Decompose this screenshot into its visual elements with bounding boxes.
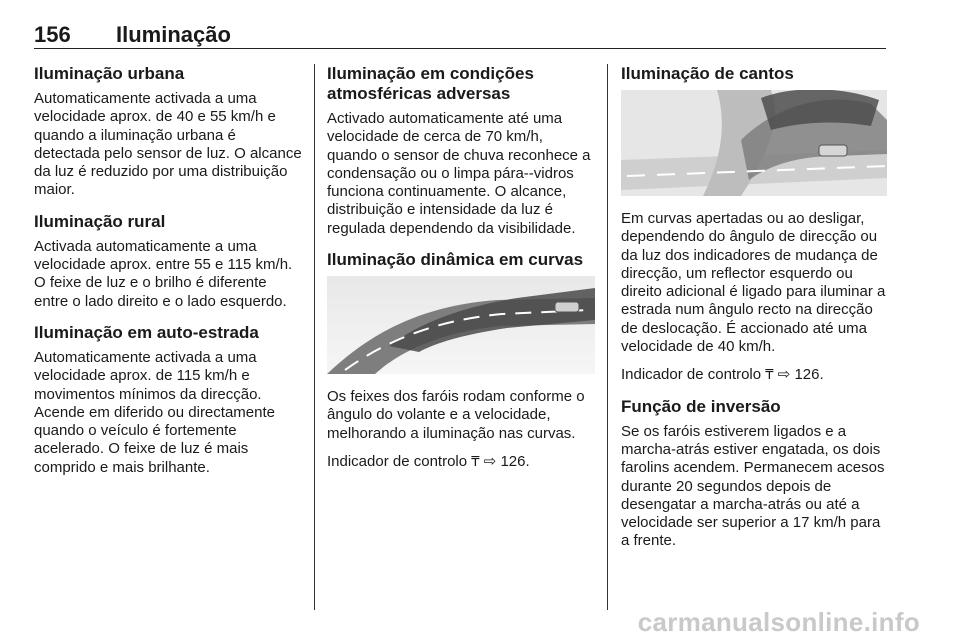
section-dynamic-curve-lighting [327,250,597,471]
section-rural-lighting [34,212,302,311]
column-divider [314,64,315,610]
page-number: 156 [34,22,71,47]
section-heading: Iluminação de cantos [621,64,794,83]
section-adverse-weather-lighting [327,64,597,238]
section-body: Os feixes dos faróis rodam conforme o ângulo do volante e a velocidade, melhorando a iluminação nas curvas. [327,388,585,442]
column-divider [607,64,608,610]
control-indicator-reference [327,453,597,471]
section-heading: Função de inversão [621,396,781,416]
section-motorway-lighting [34,323,302,477]
watermark: carmanualsonline.info [637,607,920,637]
column-right [621,64,891,563]
reference-label: Indicador de controlo [327,452,468,470]
page-title: Iluminação [116,22,231,47]
page-reference-arrow-icon: ⇨ [483,452,497,470]
section-body: Automaticamente activada a uma velocidade aprox. de 40 e 55 km/h e quando a iluminação urbana é detectada pelo sensor de luz. O alcance da luz é reduzido por uma distribuição maior. [34,90,302,199]
section-heading: Iluminação dinâmica em curvas [327,250,584,270]
section-body: Automaticamente activada a uma velocidade aprox. de 115 km/h e movimentos mínimos da direcção. Acende em diferido ou directamente quando o veículo é fortemente acelerado. O feixe de luz é mais comprido e mais brilhante. [34,348,275,476]
section-cornering-lighting [621,64,891,385]
control-indicator-icon: ₸ [765,367,774,383]
page-header [34,22,886,49]
reference-label: Indicador de controlo [621,366,762,384]
curve-lighting-illustration [327,276,595,374]
section-heading: Iluminação em auto-estrada [34,322,259,342]
page-reference-arrow-icon: ⇨ [777,366,791,384]
section-reverse-function [621,397,891,551]
section-heading: Iluminação em condições atmosféricas adversas [327,64,534,103]
section-heading: Iluminação urbana [34,64,185,83]
column-middle [327,64,597,483]
cornering-lighting-illustration [621,90,887,196]
section-body: Activado automaticamente até uma velocidade de cerca de 70 km/h, quando o sensor de chuva reconhece a condensação ou o limpa pára--vidros funciona continuamente. O alcance, distribuição e intensidade da luz é regulada dependendo da visibilidade. [327,110,591,237]
section-heading: Iluminação rural [34,211,166,231]
control-indicator-icon: ₸ [471,453,480,469]
section-urban-lighting [34,64,302,200]
page-reference-link[interactable]: 126. [794,366,824,384]
section-body: Em curvas apertadas ou ao desligar, dependendo do ângulo de direcção ou da luz dos indicadores de mudança de direcção, um reflector esquerdo ou direito adicional é ligado para iluminar a estrada num ângulo recto na direcção de deslocação. É accionado até uma velocidade de 40 km/h. [621,210,886,356]
section-body: Activada automaticamente a uma velocidade aprox. entre 55 e 115 km/h. O feixe de luz e o brilho é diferente entre o lado direito e o lado esquerdo. [34,237,293,310]
control-indicator-reference [621,366,891,384]
column-left [34,64,302,489]
section-body: Se os faróis estiverem ligados e a marcha-atrás estiver engatada, os dois farolins acendem. Permanecem acesos durante 20 segundos depois de desengatar a marcha-atrás ou até a velocidade ser superior a 17 km/h para a frente. [621,422,885,550]
page-reference-link[interactable]: 126. [500,452,530,470]
